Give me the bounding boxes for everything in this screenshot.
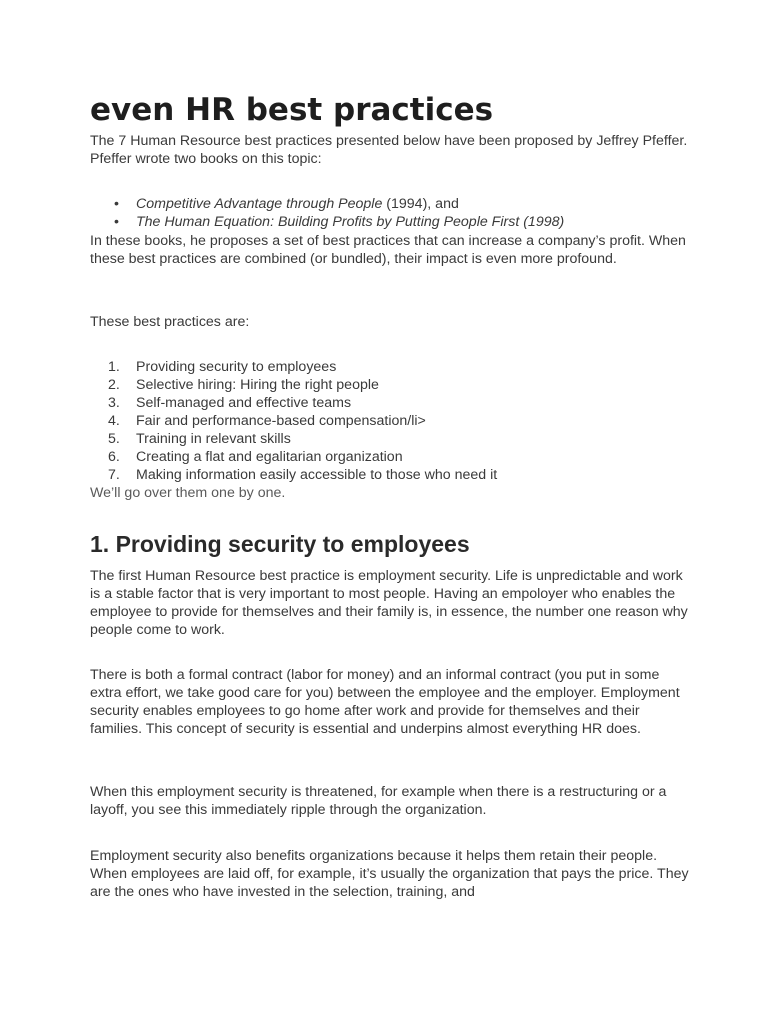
list-number: 7. bbox=[108, 467, 120, 483]
practices-list bbox=[108, 358, 497, 484]
list-item bbox=[114, 195, 564, 213]
practice-text: Creating a flat and egalitarian organization bbox=[136, 449, 403, 465]
book-title: The Human Equation: Building Profits by Putting People First (1998) bbox=[136, 214, 565, 230]
document-title: even HR best practices bbox=[90, 92, 494, 128]
list-item bbox=[108, 358, 497, 376]
section-heading: 1. Providing security to employees bbox=[90, 531, 470, 557]
practice-text: Making information easily accessible to those who need it bbox=[136, 467, 498, 483]
section-paragraph-4: Employment security also benefits organizations because it helps them retain their people. When employees are laid off, for example, it’s usually the organization that pays the price. They are the ones who have invested in the selection, training, and bbox=[90, 848, 689, 900]
list-item bbox=[108, 394, 497, 412]
section-paragraph-2: There is both a formal contract (labor for money) and an informal contract (you put in some extra effort, we take good care for you) between the employee and the employer. Employment security enables employees to go home after work and provide for themselves and their families. This concept of security is essential and underpins almost everything HR does. bbox=[90, 667, 680, 737]
list-item bbox=[108, 448, 497, 466]
one-by-one-paragraph: We’ll go over them one by one. bbox=[90, 485, 286, 501]
list-item bbox=[108, 466, 497, 484]
book-title: Competitive Advantage through People bbox=[136, 196, 383, 212]
section-paragraph-1: The first Human Resource best practice is employment security. Life is unpredictable and work is a stable factor that is very important to most people. Having an empoloyer who enables the employee to provide for themselves and their family is, in essence, the number one reason why people come to work. bbox=[90, 568, 688, 638]
list-item bbox=[108, 430, 497, 448]
list-number: 1. bbox=[108, 359, 120, 375]
section-paragraph-3: When this employment security is threatened, for example when there is a restructuring or a layoff, you see this immediately ripple through the organization. bbox=[90, 784, 667, 818]
list-number: 5. bbox=[108, 431, 120, 447]
practice-text: Providing security to employees bbox=[136, 359, 337, 375]
book-year: (1994), and bbox=[382, 196, 459, 212]
list-number: 4. bbox=[108, 413, 120, 429]
list-number: 3. bbox=[108, 395, 120, 411]
list-number: 2. bbox=[108, 377, 120, 393]
list-item bbox=[108, 376, 497, 394]
practice-text: Training in relevant skills bbox=[136, 431, 291, 447]
list-item bbox=[108, 412, 497, 430]
list-item bbox=[114, 213, 564, 231]
practice-text: Fair and performance-based compensation/li> bbox=[136, 413, 426, 429]
books-paragraph: In these books, he proposes a set of best practices that can increase a company’s profit. When these best practices are combined (or bundled), their impact is even more profound. bbox=[90, 233, 686, 267]
books-list bbox=[114, 195, 564, 231]
practice-text: Self-managed and effective teams bbox=[136, 395, 352, 411]
practice-text: Selective hiring: Hiring the right people bbox=[136, 377, 379, 393]
intro-paragraph: The 7 Human Resource best practices presented below have been proposed by Jeffrey Pfeffer. Pfeffer wrote two books on this topic: bbox=[90, 133, 688, 167]
list-number: 6. bbox=[108, 449, 120, 465]
practices-intro: These best practices are: bbox=[90, 314, 250, 330]
